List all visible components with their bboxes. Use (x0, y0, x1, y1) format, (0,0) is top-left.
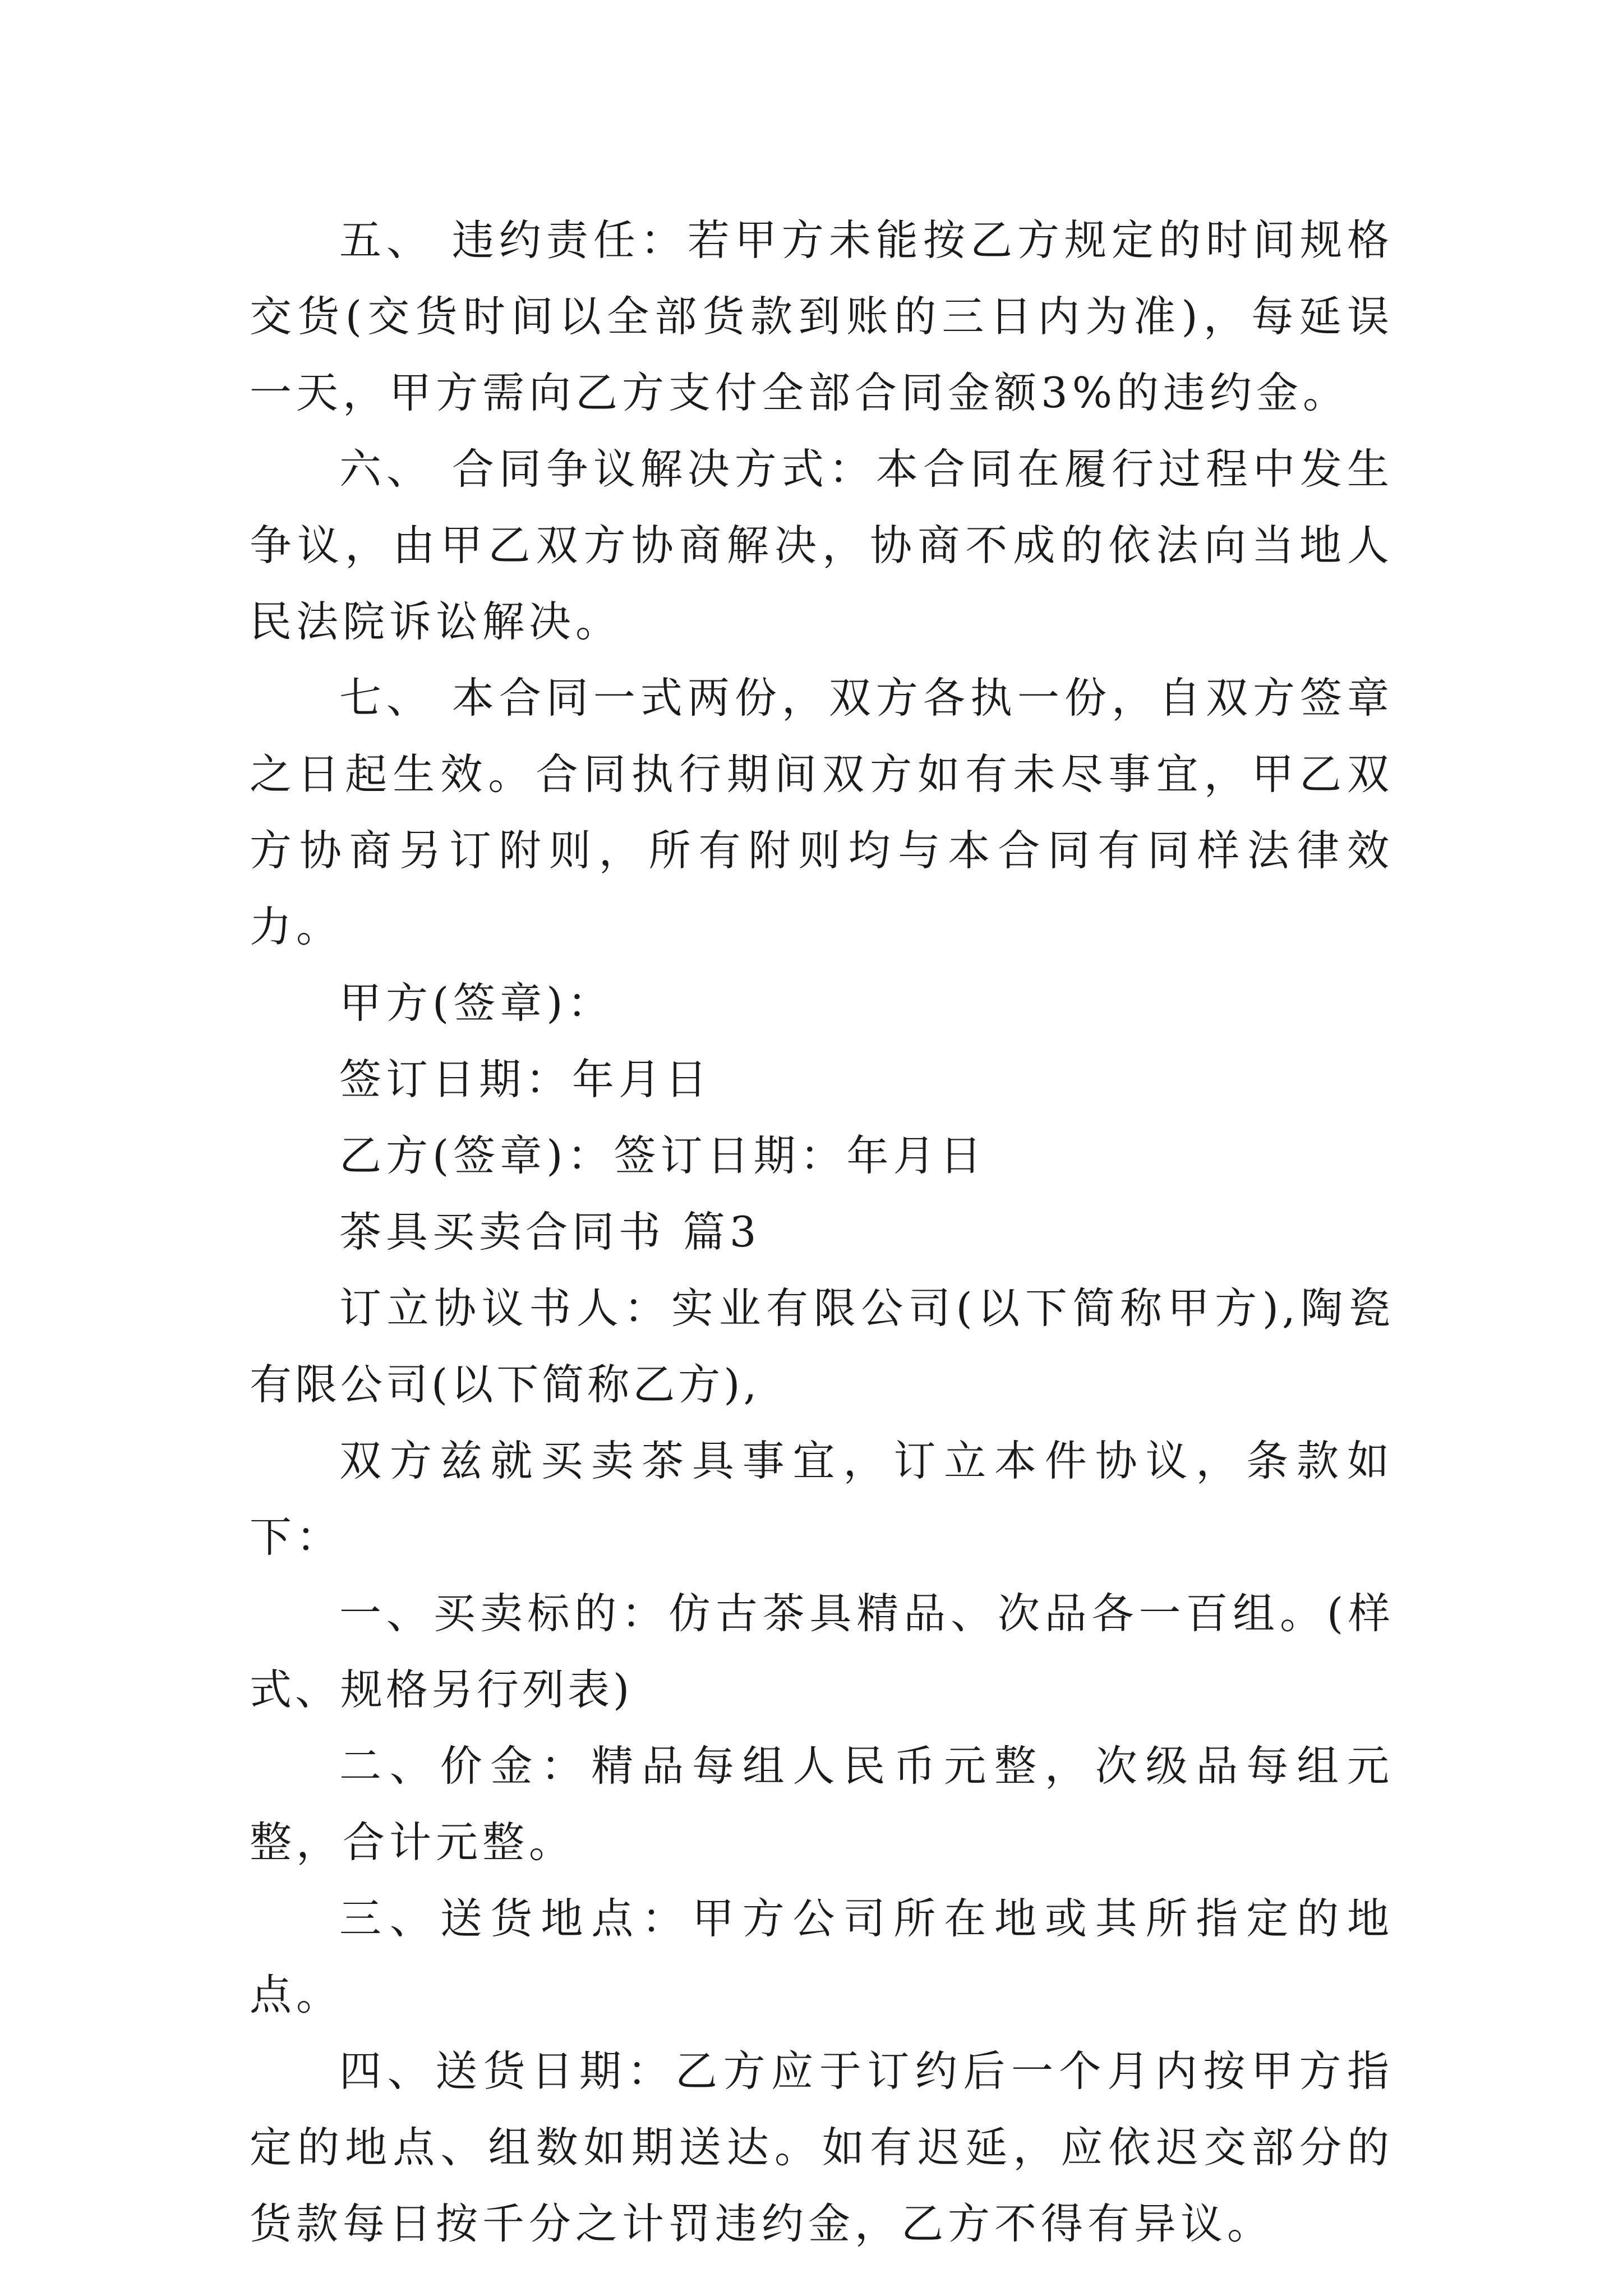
party-b-signature-date: 乙方(签章)：签订日期：年月日 (339, 1131, 986, 1180)
party-a-signature: 甲方(签章)： (339, 978, 614, 1028)
section-heading: 茶具买卖合同书 篇3 (339, 1207, 761, 1257)
clause-7-copies-effectiveness: 七、 本合同一式两份，双方各执一份，自双方签章之日起生效。合同执行期间双方如有未尽事宜，甲乙双方协商另订附则，所有附则均与本合同有同样法律效力。 (250, 673, 1394, 951)
contracting-parties: 订立协议书人：实业有限公司(以下简称甲方),陶瓷有限公司(以下简称乙方), (250, 1283, 1394, 1409)
clause-4-delivery-date: 四、送货日期：乙方应于订约后一个月内按甲方指定的地点、组数如期送达。如有迟延，应依迟交部分的货款每日按千分之计罚违约金，乙方不得有异议。 (250, 2046, 1394, 2248)
document-body (250, 202, 1394, 2262)
clause-1-subject: 一、买卖标的：仿古茶具精品、次品各一百组。(样式、规格另行列表) (250, 1589, 1394, 1714)
clause-3-delivery-location: 三、送货地点：甲方公司所在地或其所指定的地点。 (250, 1894, 1394, 2019)
clause-5-breach-liability: 五、 违约责任：若甲方未能按乙方规定的时间规格交货(交货时间以全部货款到账的三日内为准)，每延误一天，甲方需向乙方支付全部合同金额3%的违约金。 (250, 215, 1394, 417)
agreement-intro: 双方兹就买卖茶具事宜，订立本件协议，条款如下： (250, 1436, 1394, 1562)
clause-6-dispute-resolution: 六、 合同争议解决方式：本合同在履行过程中发生争议，由甲乙双方协商解决，协商不成的依法向当地人民法院诉讼解决。 (250, 444, 1394, 646)
signing-date: 签订日期：年月日 (339, 1055, 712, 1104)
clause-2-price: 二、价金：精品每组人民币元整，次级品每组元整，合计元整。 (250, 1741, 1394, 1867)
